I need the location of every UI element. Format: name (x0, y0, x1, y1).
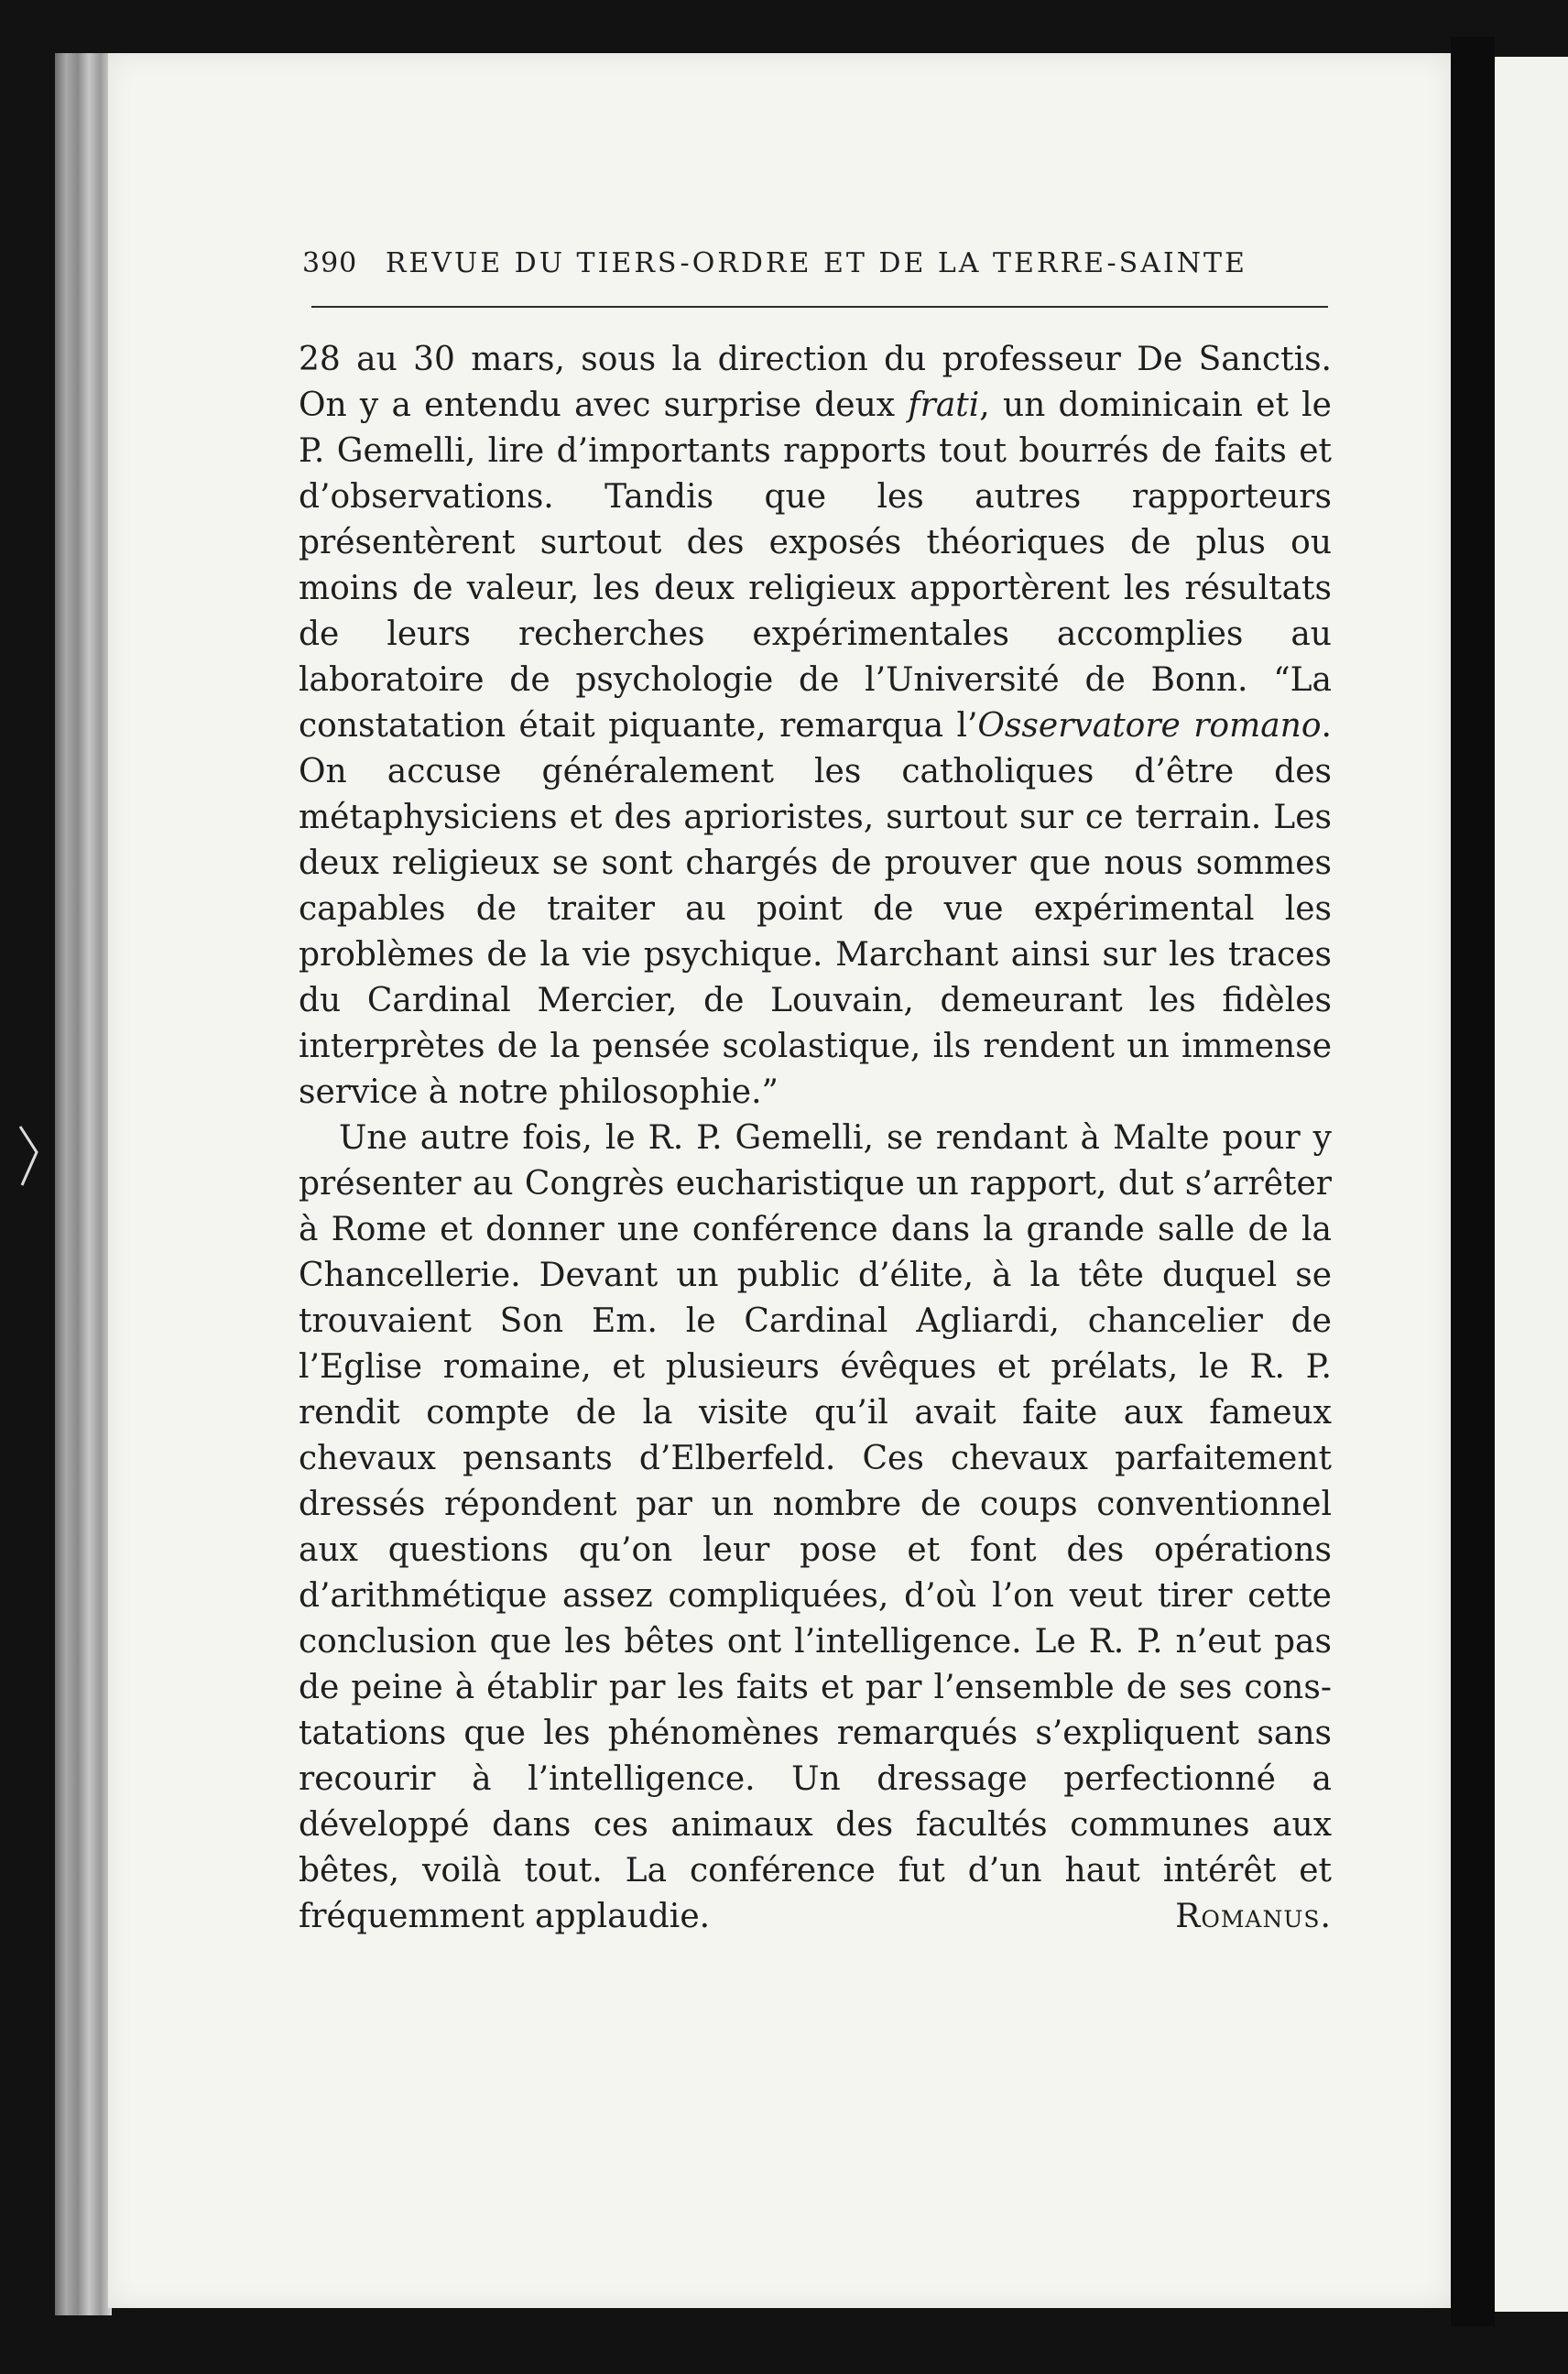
italic-term-frati: frati (908, 387, 980, 424)
paragraph-2-text: Une autre fois, le R. P. Gemelli, se rendant à Malte pour y présenter au Congrès eucharistique un rapport, dut s’arrêter à Rome et donner une conférence dans la grande salle de la Chancellerie. Devant un public d’élite, à la tête duquel se trouvaient Son Em. le Cardinal Agliardi, chancelier de l’Eglise romaine, et plusieurs évêques et prélats, le R. P. rendit compte de la visite qu’il avait faite aux fameux chevaux pensants d’Elberfeld. Ces chevaux parfaitement dressés répondent par un nombre de coups conventionnel aux questions qu’on leur pose et font des opérations d’arithmétique assez compliquées, d’où l’on veut tirer cette conclusion que les bêtes ont l’intelligence. Le R. P. n’eut pas de peine à établir par les faits et par l’ensemble de ses constatations que les phénomènes remarqués s’expliquent sans recourir à l’intelligence. Un dressage perfectionné a développé dans ces animaux des facultés communes aux bêtes, voilà tout. La conférence fut d’un haut intérêt et fréquemment applaudie. (299, 1119, 1332, 1935)
paragraph-1-text-c: . On accuse généralement les catholiques d’être des métaphysiciens et des aprioristes, surtout sur ce terrain. Les deux religieux se sont chargés de prouver que nous sommes capables de traiter au point de vue expérimental les problèmes de la vie psychique. Marchant ainsi sur les traces du Cardinal Mercier, de Louvain, demeurant les fidèles interprètes de la pensée scolastique, ils rendent un immense service à notre philosophie.” (299, 707, 1332, 1111)
page-edge-left (55, 53, 112, 2315)
margin-mark-icon (16, 1125, 44, 1189)
header-rule (311, 306, 1328, 308)
binding-gutter (1451, 37, 1495, 2326)
paragraph-1-text-b: , un dominicain et le P. Gemelli, lire d’importants rapports tout bourrés de faits et d’observations. Tandis que les autres rapporteurs présentèrent surtout des exposés théoriques de plus ou moins de valeur, les deux religieux apportèrent les résultats de leurs recherches expérimentales accomplies au laboratoire de psychologie de l’Université de Bonn. “La constatation était piquante, remarqua l’ (299, 387, 1332, 745)
author-signature: Romanus. (1175, 1898, 1332, 1935)
italic-title-osservatore: Osservatore romano (977, 707, 1322, 745)
article-body (299, 337, 1332, 1940)
page-number: 390 (302, 247, 358, 279)
running-header (302, 247, 1328, 288)
paragraph-1 (299, 337, 1332, 1116)
paragraph-1-text-a: 28 au 30 mars, sous la direction du professeur De Sanctis. On y a entendu avec surprise deux (299, 341, 1332, 424)
running-title: REVUE DU TIERS-ORDRE ET DE LA TERRE-SAINTE (385, 247, 1247, 279)
paragraph-2 (299, 1116, 1332, 1940)
facing-page-edge (1495, 57, 1568, 2312)
